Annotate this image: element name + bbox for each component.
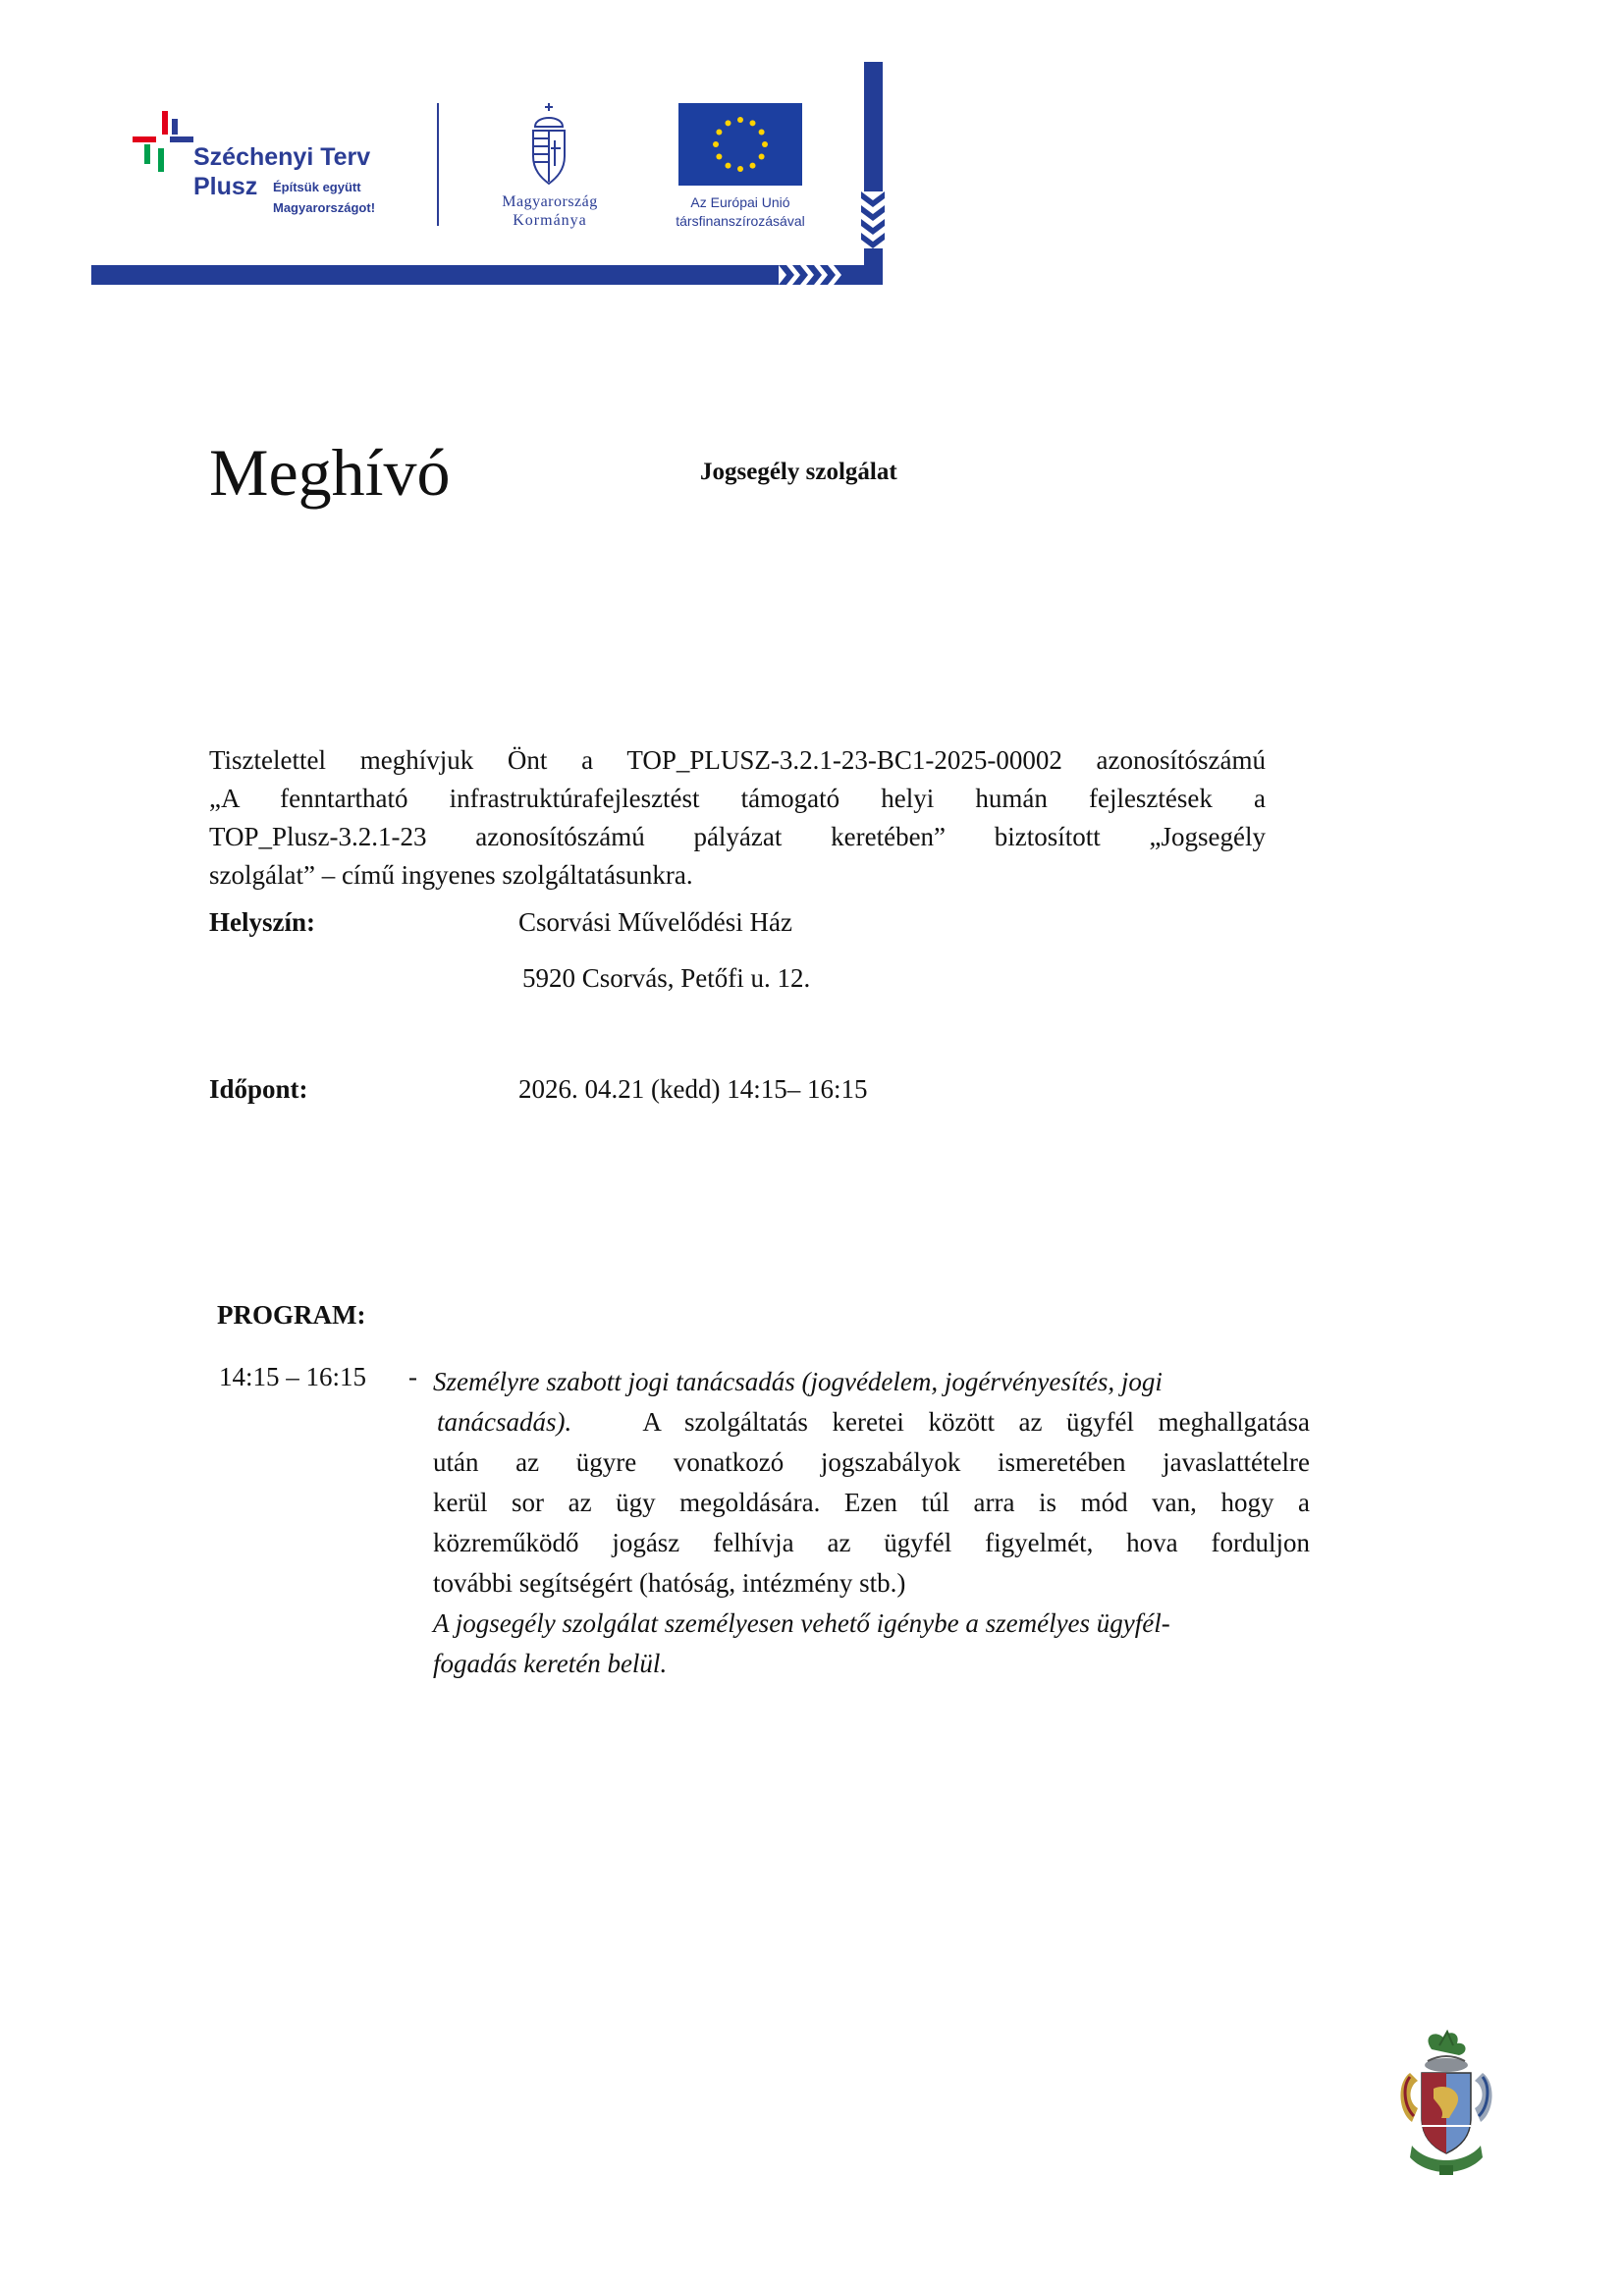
program-line (433, 1362, 1310, 1402)
intro-line: szolgálat” – című ingyenes szolgáltatásunkra. (209, 860, 693, 890)
szechenyi-logo-line1: Széchenyi Terv (193, 143, 371, 171)
program-note-text: fogadás keretén belül. (433, 1649, 668, 1678)
program-note-text: A jogsegély szolgálat személyesen vehető igénybe a személyes ügyfél- (433, 1608, 1170, 1638)
program-note-line (433, 1644, 1310, 1684)
program-line: után az ügyre vonatkozó jogszabályok ismeretében javaslattételre (433, 1447, 1310, 1477)
government-logo-line2: Kormánya (513, 212, 587, 229)
szechenyi-slogan-line2: Magyarországot! (273, 200, 376, 215)
program-line: további segítségért (hatóság, intézmény stb.) (433, 1568, 906, 1598)
szechenyi-cross-logo-icon (133, 111, 193, 172)
logo-divider (437, 103, 439, 226)
program-line: közreműködő jogász felhívja az ügyfél figyelmét, hova forduljon (433, 1528, 1310, 1557)
header-banner (0, 0, 1624, 295)
program-italic-text: Személyre szabott jogi tanácsadás (jogvédelem, jogérvényesítés, jogi (433, 1367, 1163, 1396)
eu-flag-icon (678, 103, 802, 186)
government-logo-line1: Magyarország (502, 193, 598, 210)
location-value-line2: 5920 Csorvás, Petőfi u. 12. (522, 963, 811, 993)
eu-logo-line1: Az Európai Unió (690, 194, 790, 210)
program-description (433, 1362, 1310, 1684)
municipal-coat-of-arms-icon (1392, 2028, 1500, 2185)
banner-bottom-bar (91, 265, 779, 285)
program-line: kerül sor az ügy megoldására. Ezen túl arra is mód van, hogy a (433, 1488, 1310, 1517)
program-italic-text: tanácsadás). (437, 1407, 572, 1437)
intro-paragraph (209, 741, 1266, 895)
chevron-down-arrows-icon (861, 191, 885, 248)
document-subtitle: Jogsegély szolgálat (700, 459, 897, 485)
program-text: A szolgáltatás keretei között az ügyfél meghallgatása (642, 1407, 1310, 1437)
szechenyi-slogan-line1: Építsük együtt (273, 180, 361, 194)
program-note-line (433, 1604, 1310, 1644)
intro-line: TOP_Plusz-3.2.1-23 azonosítószámú pályázat keretében” biztosított „Jogsegély (209, 822, 1266, 851)
chevron-arrows-icon (779, 265, 864, 285)
location-value-line1: Csorvási Művelődési Ház (518, 907, 792, 937)
program-time: 14:15 – 16:15 (219, 1362, 367, 1391)
document-title: Meghívó (209, 435, 451, 510)
program-heading: PROGRAM: (217, 1300, 366, 1330)
intro-line: „A fenntartható infrastruktúrafejlesztést támogató helyi humán fejlesztések a (209, 784, 1266, 813)
hungarian-coat-of-arms-icon (525, 101, 572, 188)
eu-logo-line2: társfinanszírozásával (676, 213, 805, 229)
program-dash: - (408, 1362, 417, 1391)
szechenyi-logo-line2: Plusz (193, 173, 258, 200)
intro-line: Tisztelettel meghívjuk Önt a TOP_PLUSZ-3.2.1-23-BC1-2025-00002 azonosítószámú (209, 745, 1266, 775)
program-line (433, 1402, 1310, 1442)
banner-right-bar (864, 62, 883, 285)
location-label: Helyszín: (209, 907, 315, 937)
time-label: Időpont: (209, 1074, 308, 1104)
time-value: 2026. 04.21 (kedd) 14:15– 16:15 (518, 1074, 868, 1104)
